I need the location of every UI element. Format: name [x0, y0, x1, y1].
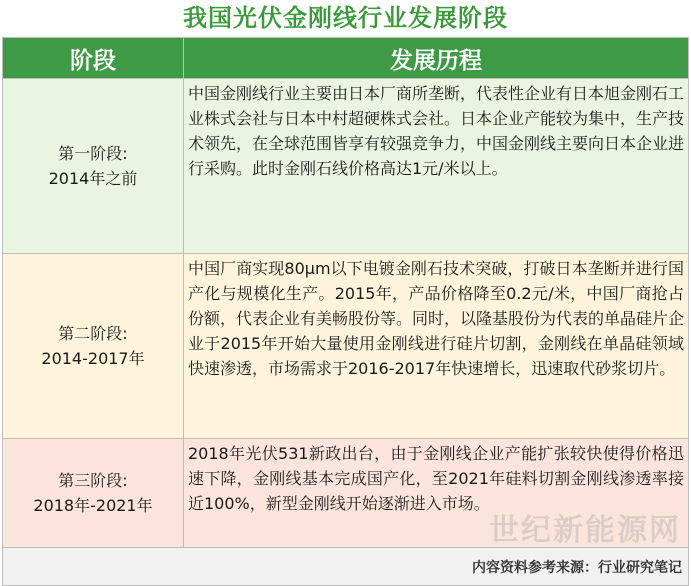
footer-row	[3, 548, 689, 586]
stage-period: 2018年-2021年	[33, 496, 153, 515]
table-header-row	[3, 38, 689, 79]
stage-name: 第二阶段:	[58, 324, 128, 343]
table-row	[3, 439, 689, 548]
header-stage: 阶段	[3, 38, 184, 79]
stage-cell	[3, 439, 184, 548]
table-row	[3, 79, 689, 254]
header-history: 发展历程	[184, 38, 689, 79]
history-cell: 2018年光伏531新政出台，由于金刚线企业产能扩张较快使得价格迅速下降，金刚线基本完成国产化，至2021年硅料切割金刚线渗透率接近100%，新型金刚线开始逐渐进入市场。	[184, 439, 689, 548]
stage-period: 2014-2017年	[41, 349, 145, 368]
history-cell: 中国金刚线行业主要由日本厂商所垄断，代表性企业有日本旭金刚石工业株式会社与日本中村超硬株式会社。日本企业产能较为集中，生产技术领先，在全球范围皆享有较强竞争力，中国金刚线主要向日本企业进行采购。此时金刚石线价格高达1元/米以上。	[184, 79, 689, 254]
stage-period: 2014年之前	[48, 169, 138, 188]
stage-cell	[3, 79, 184, 254]
history-cell: 中国厂商实现80μm以下电镀金刚石技术突破，打破日本垄断并进行国产化与规模化生产。2015年，产品价格降至0.2元/米，中国厂商抢占份额，代表企业有美畅股份等。同时，以隆基股份为代表的单晶硅片企业于2015年开始大量使用金刚线进行硅片切割，金刚线在单晶硅领域快速渗透，市场需求于2016-2017年快速增长，迅速取代砂浆切片。	[184, 254, 689, 439]
source-note: 内容资料参考来源：行业研究笔记	[3, 548, 689, 586]
stage-name: 第一阶段:	[58, 144, 128, 163]
stage-name: 第三阶段:	[58, 471, 128, 490]
table-row	[3, 254, 689, 439]
watermark: 世纪新能源网	[489, 513, 681, 548]
stages-table	[2, 37, 689, 586]
stage-cell	[3, 254, 184, 439]
page-title: 我国光伏金刚线行业发展阶段	[183, 4, 508, 32]
